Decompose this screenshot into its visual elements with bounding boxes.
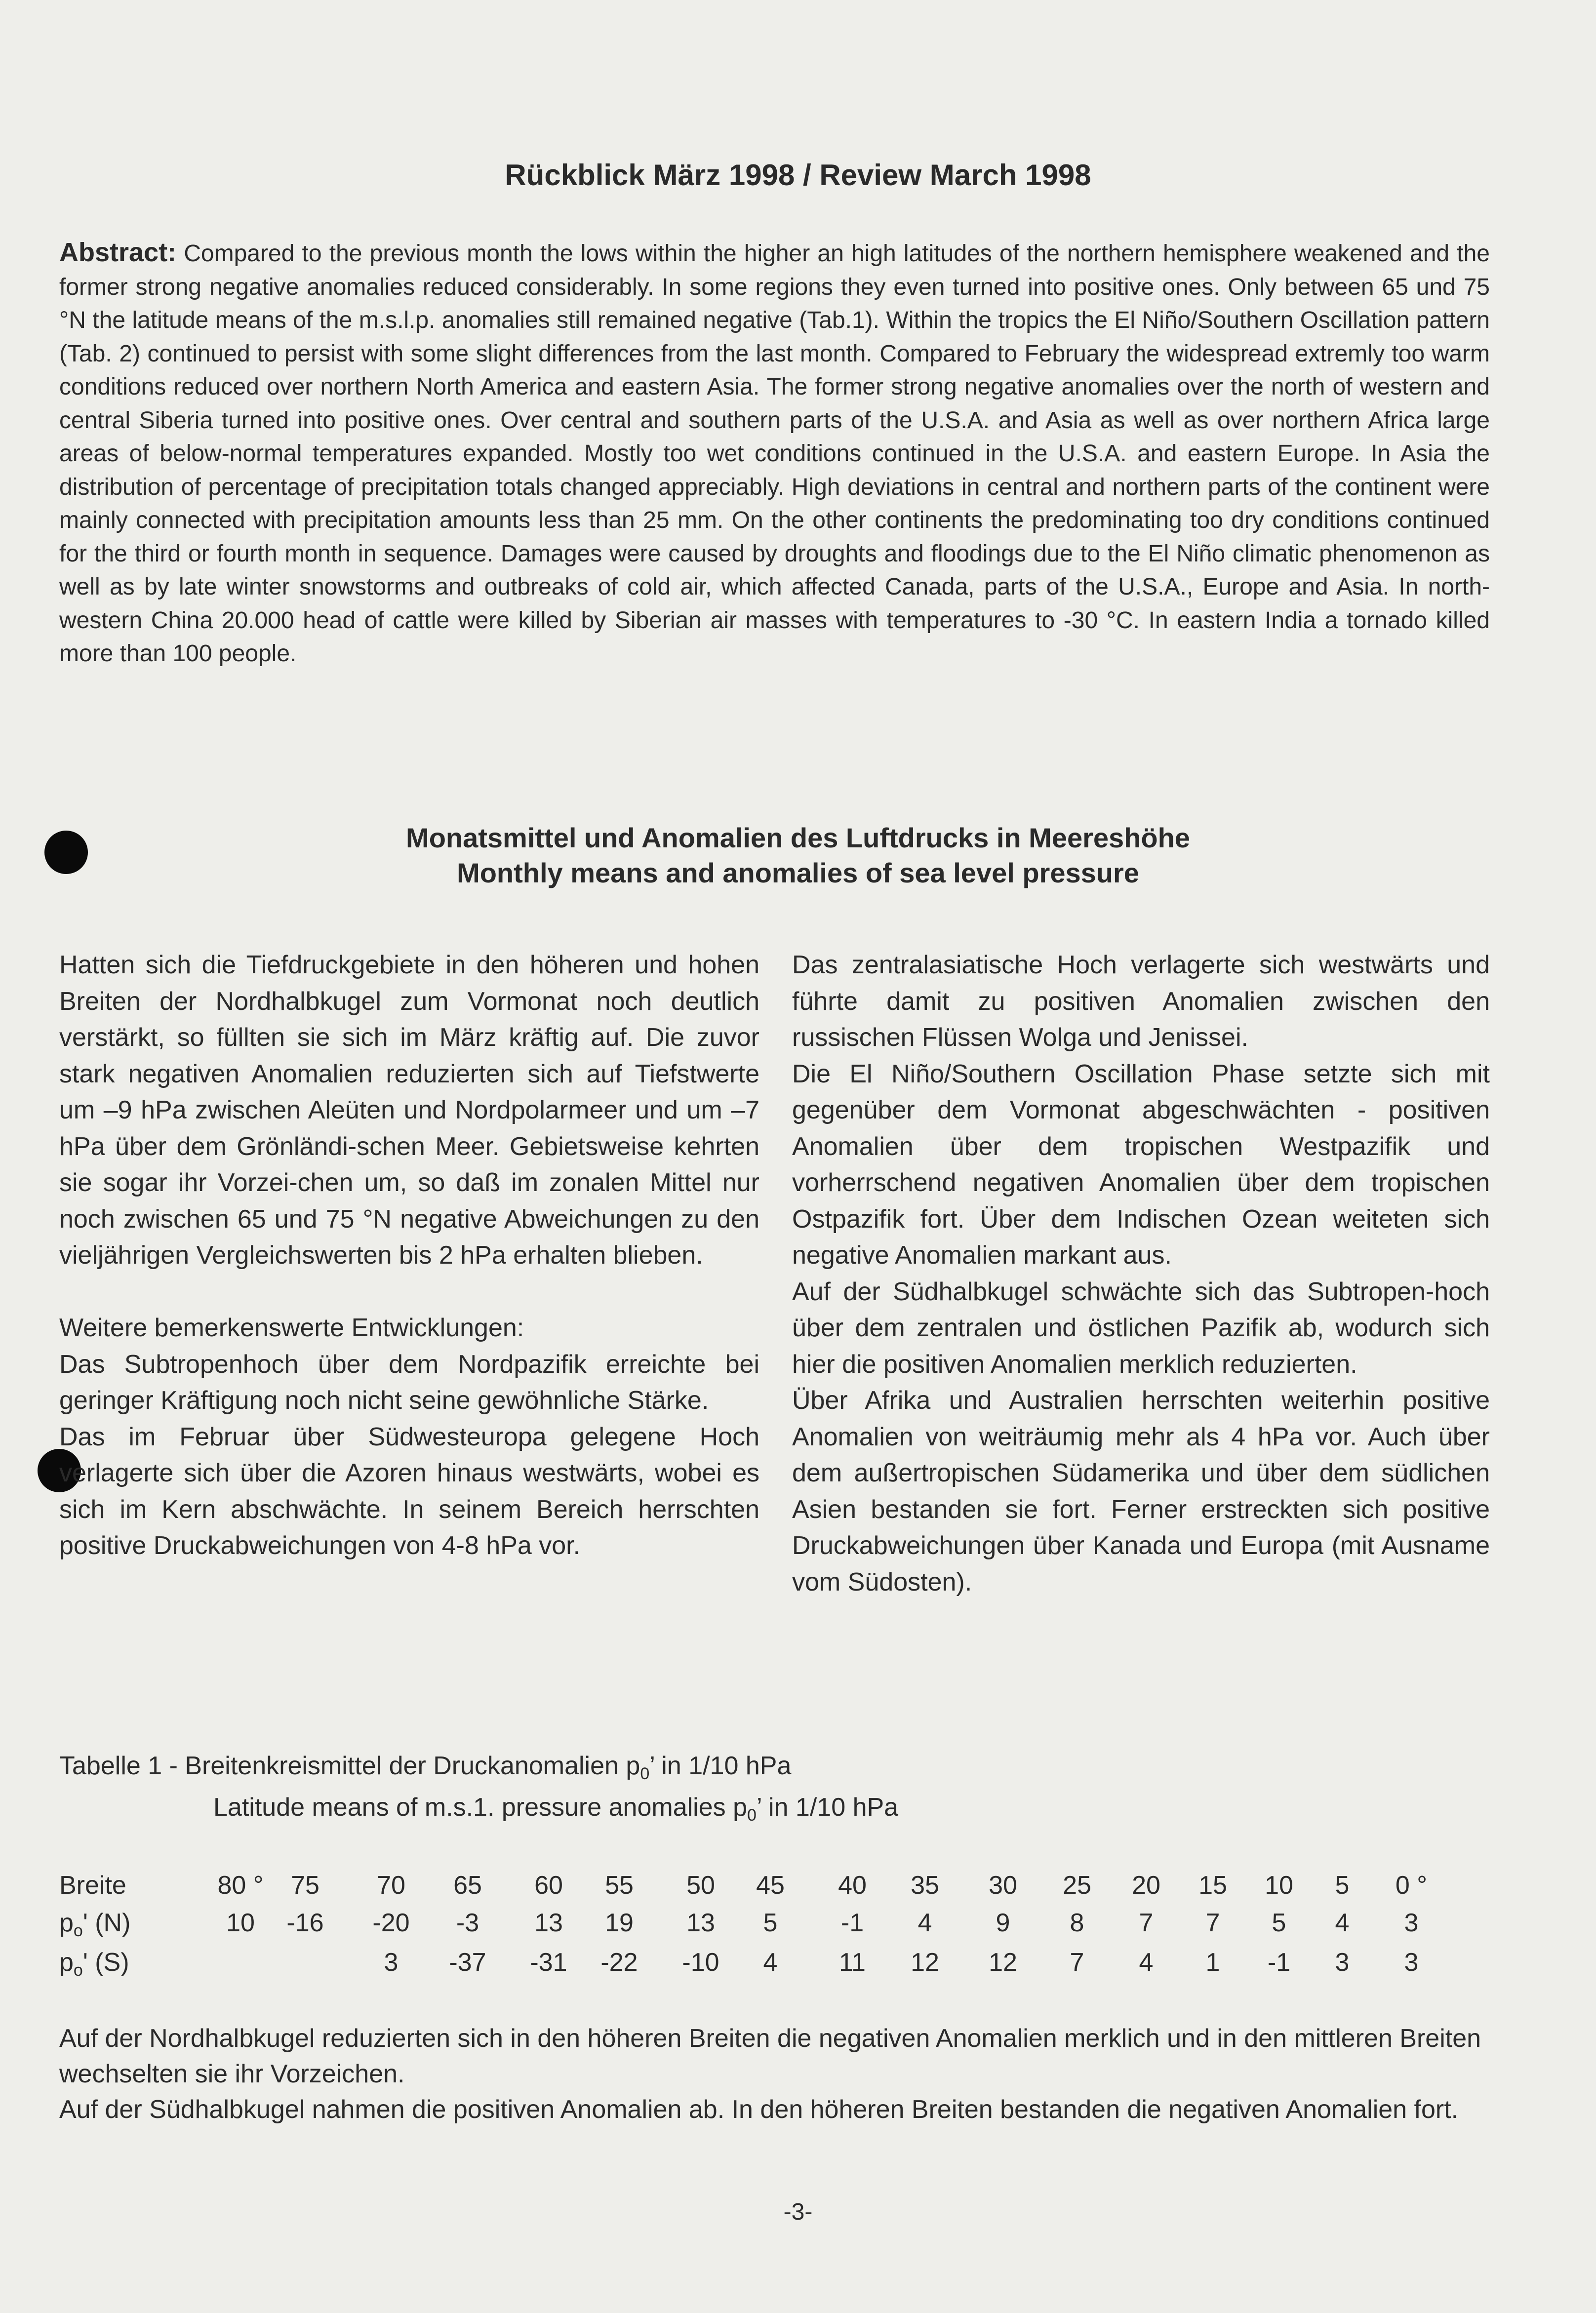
table-cell-north: 9 — [996, 1909, 1010, 1937]
page-title: Rückblick März 1998 / Review March 1998 — [505, 159, 1091, 192]
table-cell-latitude: 75 — [291, 1871, 319, 1900]
caption-text: ’ in 1/10 hPa — [649, 1752, 792, 1780]
table-number: Tabelle 1 - — [59, 1752, 185, 1780]
table-cell-north: 13 — [534, 1909, 563, 1937]
table-cell-latitude: 10 — [1265, 1871, 1293, 1900]
table-row-south — [59, 1948, 1541, 1982]
paragraph: Das Subtropenhoch über dem Nordpazifik erreichte bei geringer Kräftigung noch nicht seine gewöhnliche Stärke. — [59, 1350, 759, 1415]
table-cell-north: 5 — [1272, 1909, 1286, 1937]
left-column — [59, 947, 759, 1564]
table-cell-south: -31 — [530, 1948, 567, 1977]
table-cell-north: 13 — [686, 1909, 715, 1937]
paragraph: Das im Februar über Südwesteuropa gelegene Hoch verlagerte sich über die Azoren hinaus westwärts, wobei es sich im Kern abschwächte. In seinem Bereich herrschten positive Druckabweichungen von 4-8 hPa vor. — [59, 1422, 759, 1560]
table-caption-en — [59, 1793, 898, 1825]
label-suffix: ' (S) — [82, 1948, 129, 1977]
paragraph: Auf der Südhalbkugel schwächte sich das Subtropen-hoch über dem zentralen und östlichen Pazifik ab, wodurch sich hier die positiven Anomalien merklich reduzierten. — [792, 1277, 1490, 1379]
table-cell-north: 4 — [918, 1909, 932, 1937]
section-title-de: Monatsmittel und Anomalien des Luftdrucks in Meereshöhe — [406, 822, 1190, 853]
paragraph: Über Afrika und Australien herrschten weiterhin positive Anomalien von weiträumig mehr als 4 hPa vor. Auch über dem außertropischen Südamerika und über dem südlichen Asien bestanden sie fort. Ferner erstreckten sich positive Druckabweichungen über Kanada und Europa (mit Ausname vom Südosten). — [792, 1386, 1490, 1596]
table-cell-north: 8 — [1070, 1909, 1084, 1937]
table-cell-latitude: 45 — [756, 1871, 785, 1900]
table-cell-south: 4 — [1139, 1948, 1154, 1977]
label-p: p — [59, 1948, 74, 1977]
table-cell-south: 3 — [384, 1948, 399, 1977]
table-cell-latitude: 35 — [911, 1871, 939, 1900]
table-cell-south: 3 — [1335, 1948, 1350, 1977]
caption-text: Breitenkreismittel der Druckanomalien p — [185, 1752, 640, 1780]
table-cell-north: -16 — [286, 1909, 324, 1937]
paragraph: Auf der Südhalbkugel nahmen die positiven Anomalien ab. In den höheren Breiten bestanden die negativen Anomalien fort. — [59, 2095, 1459, 2124]
right-column — [792, 947, 1490, 1600]
table-cell-latitude: 5 — [1335, 1871, 1350, 1900]
table-cell-south: 1 — [1205, 1948, 1220, 1977]
caption-text: Latitude means of m.s.1. pressure anomalies p — [213, 1793, 748, 1822]
table-cell-north: 3 — [1404, 1909, 1419, 1937]
table-cell-latitude: 50 — [686, 1871, 715, 1900]
table-cell-north: -3 — [456, 1909, 479, 1937]
table-cell-north: 4 — [1335, 1909, 1350, 1937]
caption-text: ’ in 1/10 hPa — [756, 1793, 899, 1822]
table-row-north — [59, 1908, 1541, 1943]
subscript: 0 — [640, 1764, 650, 1783]
table-cell-north: 7 — [1139, 1909, 1154, 1937]
table-cell-latitude: 55 — [605, 1871, 634, 1900]
table-cell-latitude: 25 — [1063, 1871, 1091, 1900]
table-cell-north: 7 — [1205, 1909, 1220, 1937]
paragraph: Die El Niño/Southern Oscillation Phase setzte sich mit gegenüber dem Vormonat abgeschwächten - positiven Anomalien über dem tropischen Westpazifik und vorherrschend negativen Anomalien über dem tropischen Ostpazifik fort. Über dem Indischen Ozean weiteten sich negative Anomalien markant aus. — [792, 1059, 1490, 1270]
table-cell-south: 7 — [1070, 1948, 1084, 1977]
table-caption-de — [59, 1751, 791, 1784]
paragraph: Das zentralasiatische Hoch verlagerte sich westwärts und führte damit zu positiven Anomalien zwischen den russischen Flüssen Wolga und Jenissei. — [792, 951, 1490, 1052]
table-cell-north: -20 — [372, 1909, 410, 1937]
subscript: o — [73, 1961, 83, 1980]
table-cell-latitude: 65 — [453, 1871, 482, 1900]
row-label — [59, 1908, 130, 1941]
closing-text — [59, 2021, 1501, 2127]
paragraph: Weitere bemerkenswerte Entwicklungen: — [59, 1314, 524, 1342]
table-cell-south: 4 — [763, 1948, 778, 1977]
paragraph: Hatten sich die Tiefdruckgebiete in den höheren und hohen Breiten der Nordhalbkugel zum Vormonat noch deutlich verstärkt, so füllten sie sich im März kräftig auf. Die zuvor stark negativen Anomalien reduzierten sich auf Tiefstwerte um –9 hPa zwischen Aleüten und Nordpolarmeer und um –7 hPa über dem Grönländi-schen Meer. Gebietsweise kehrten sie sogar ihr Vorzei-chen um, so daß im zonalen Mittel nur noch zwischen 65 und 75 °N negative Abweichungen zu den vieljährigen Vergleichswerten bis 2 hPa erhalten blieben. — [59, 951, 759, 1270]
table-cell-south: -22 — [600, 1948, 638, 1977]
table-cell-north: 10 — [226, 1909, 255, 1937]
table-cell-latitude: 15 — [1198, 1871, 1227, 1900]
subscript: o — [73, 1921, 83, 1940]
subscript: 0 — [747, 1806, 757, 1825]
table-cell-south: -37 — [449, 1948, 486, 1977]
table-cell-latitude: 0 ° — [1395, 1871, 1428, 1900]
table-cell-latitude: 40 — [838, 1871, 867, 1900]
label-suffix: ' (N) — [82, 1909, 131, 1937]
abstract-text: Compared to the previous month the lows within the higher an high latitudes of the northern hemisphere weakened and the former strong negative anomalies reduced considerably. In some regions they even turned into positive ones. Only between 65 und 75 °N the latitude means of the m.s.l.p. anomalies still remained negative (Tab.1). Within the tropics the El Niño/Southern Oscillation pattern (Tab. 2) continued to persist with some slight differences from the last month. Compared to February the widespread extremly too warm conditions reduced over northern North America and eastern Asia. The former strong negative anomalies over the north of western and central Siberia turned into positive ones. Over central and southern parts of the U.S.A. and Asia as well as over northern Africa large areas of below-normal temperatures expanded. Mostly too wet conditions continued in the U.S.A. and eastern Europe. In Asia the distribution of percentage of precipitation totals changed appreciably. High deviations in central and northern parts of the continent were mainly connected with precipitation amounts less than 25 mm. On the other continents the predominating too dry conditions continued for the third or fourth month in sequence. Damages were caused by droughts and floodings due to the El Niño climatic phenomenon as well as by late winter snowstorms and outbreaks of cold air, which affected Canada, parts of the U.S.A., Europe and Asia. In north-western China 20.000 head of cattle were killed by Siberian air masses with temperatures to -30 °C. In eastern India a tornado killed more than 100 people. — [59, 240, 1490, 667]
table-cell-latitude: 30 — [989, 1871, 1017, 1900]
table-cell-south: 12 — [911, 1948, 939, 1977]
row-label: Breite — [59, 1871, 126, 1900]
table-cell-latitude: 60 — [534, 1871, 563, 1900]
page-number: -3- — [783, 2199, 813, 2225]
paragraph: Auf der Nordhalbkugel reduzierten sich in den höheren Breiten die negativen Anomalien merklich und in den mittleren Breiten wechselten sie ihr Vorzeichen. — [59, 2024, 1481, 2088]
table-cell-south: 11 — [839, 1948, 866, 1977]
table-cell-north: -1 — [840, 1909, 864, 1937]
row-label — [59, 1948, 129, 1980]
label-p: p — [59, 1909, 74, 1937]
table-cell-south: 3 — [1404, 1948, 1419, 1977]
table-cell-south: -10 — [682, 1948, 719, 1977]
abstract-label: Abstract: — [59, 238, 177, 267]
table-cell-north: 5 — [763, 1909, 778, 1937]
table-cell-latitude: 20 — [1132, 1871, 1160, 1900]
table-cell-south: -1 — [1267, 1948, 1291, 1977]
table-row-latitude — [59, 1871, 1541, 1905]
table-cell-latitude: 70 — [377, 1871, 405, 1900]
table-cell-latitude: 80 ° — [217, 1871, 264, 1900]
table-cell-north: 19 — [605, 1909, 634, 1937]
abstract — [59, 236, 1490, 671]
table-cell-south: 12 — [989, 1948, 1017, 1977]
section-title-en: Monthly means and anomalies of sea level pressure — [457, 857, 1139, 888]
